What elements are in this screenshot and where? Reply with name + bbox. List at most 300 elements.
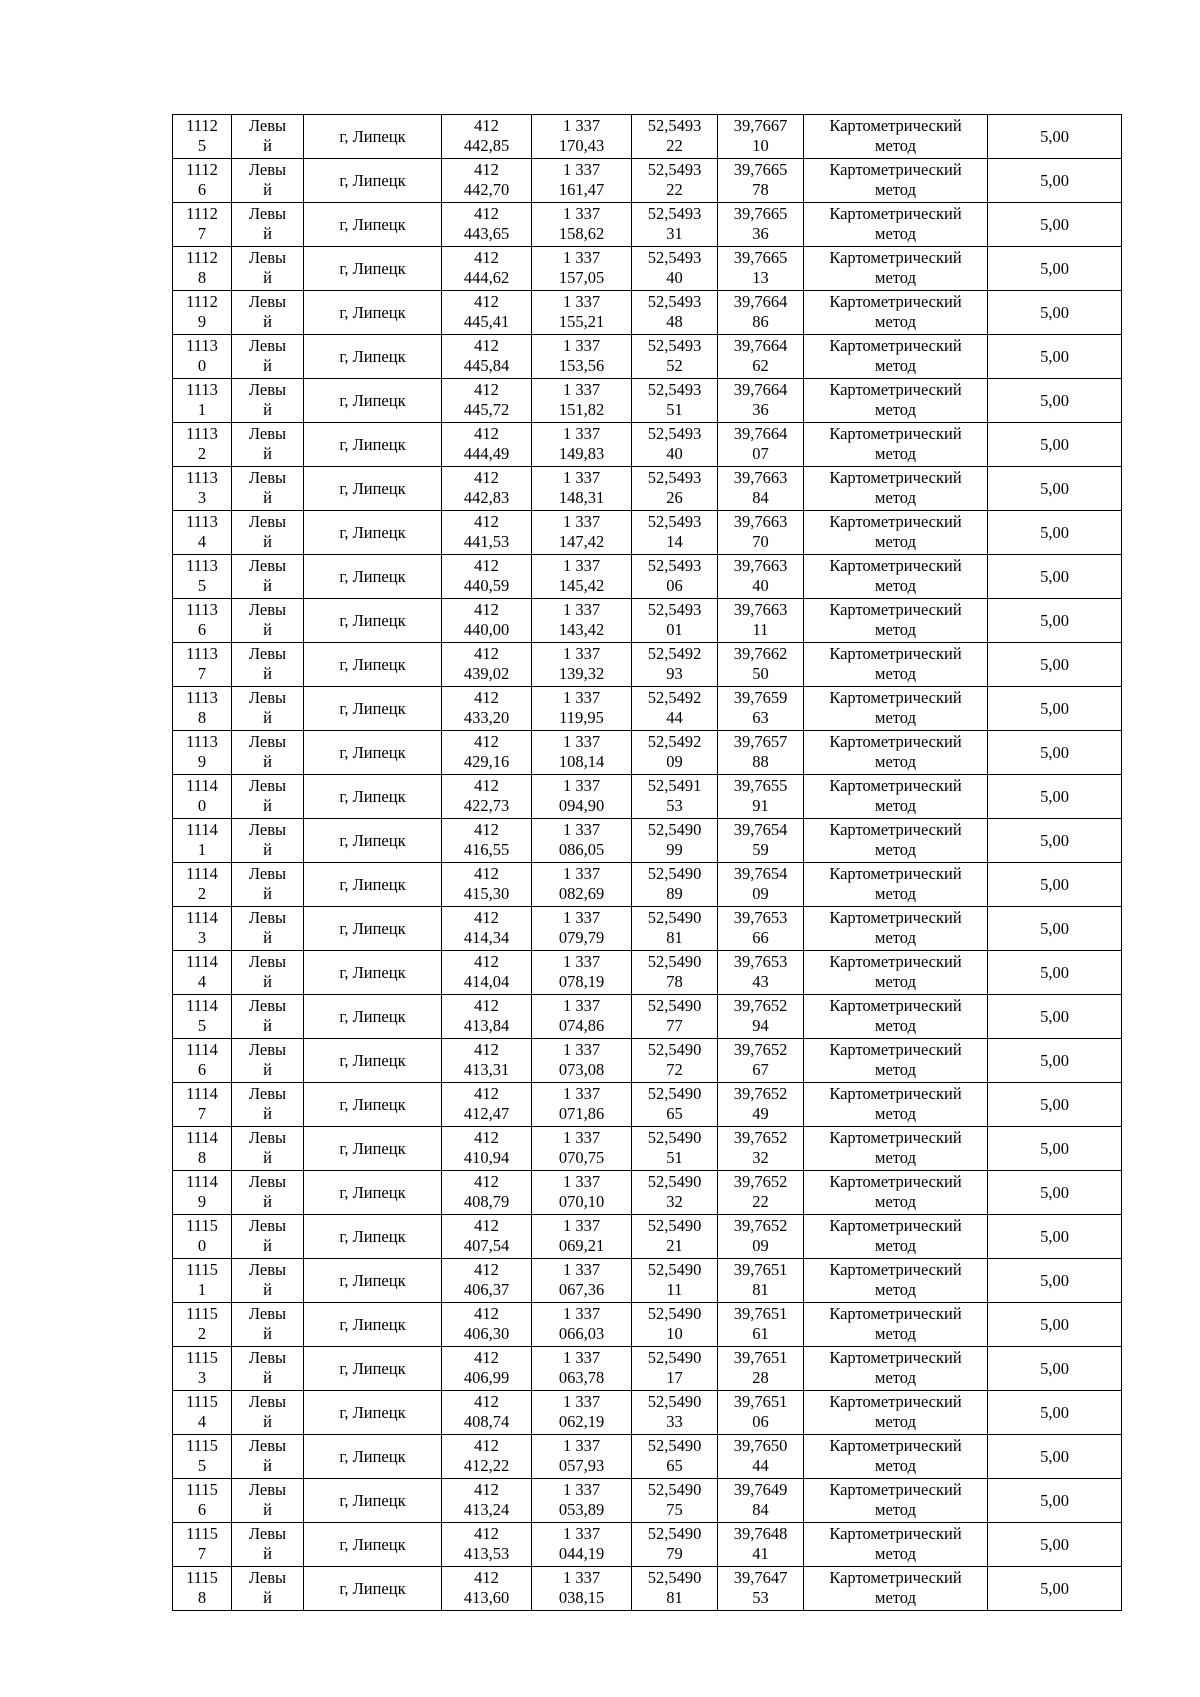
method-line1: Картометрический <box>829 1568 962 1587</box>
bank-side-cell <box>232 1215 304 1259</box>
coord-y-cell <box>532 1259 632 1303</box>
point-number-cell <box>173 1215 232 1259</box>
longitude-cell <box>718 1083 804 1127</box>
coord-y-line2: 069,21 <box>558 1236 605 1255</box>
method-line2: метод <box>875 1324 916 1343</box>
method-line1: Картометрический <box>829 952 962 971</box>
latitude-cell <box>632 1391 718 1435</box>
coord-x-cell <box>442 159 532 203</box>
method-cell <box>804 1523 988 1567</box>
table-row <box>173 1215 1122 1259</box>
latitude-line1: 52,5493 <box>647 512 702 531</box>
point-number-line1: 1112 <box>186 116 218 135</box>
accuracy-cell: 5,00 <box>988 1435 1122 1479</box>
accuracy-cell: 5,00 <box>988 1347 1122 1391</box>
table-row <box>173 1083 1122 1127</box>
method-line2: метод <box>875 1588 916 1607</box>
coord-y-cell <box>532 1171 632 1215</box>
bank-side-line2: й <box>263 312 272 331</box>
latitude-line2: 48 <box>666 312 683 331</box>
latitude-line2: 22 <box>666 180 683 199</box>
latitude-line1: 52,5492 <box>647 732 702 751</box>
method-cell <box>804 687 988 731</box>
method-line2: метод <box>875 312 916 331</box>
latitude-cell <box>632 1347 718 1391</box>
bank-side-line2: й <box>263 972 272 991</box>
accuracy-cell: 5,00 <box>988 907 1122 951</box>
bank-side-line1: Левы <box>248 600 287 619</box>
longitude-cell <box>718 203 804 247</box>
point-number-line2: 5 <box>197 1016 207 1035</box>
coord-x-line1: 412 <box>474 204 499 223</box>
coord-y-line1: 1 337 <box>562 952 601 971</box>
longitude-line1: 39,7649 <box>733 1480 788 1499</box>
bank-side-cell <box>232 159 304 203</box>
longitude-cell <box>718 731 804 775</box>
point-number-cell <box>173 995 232 1039</box>
longitude-line1: 39,7664 <box>733 292 788 311</box>
latitude-line2: 01 <box>666 620 683 639</box>
latitude-line1: 52,5490 <box>647 1480 702 1499</box>
table-row <box>173 1479 1122 1523</box>
bank-side-cell <box>232 731 304 775</box>
bank-side-cell <box>232 247 304 291</box>
coord-y-line2: 079,79 <box>558 928 605 947</box>
accuracy-cell: 5,00 <box>988 819 1122 863</box>
latitude-line1: 52,5490 <box>647 1216 702 1235</box>
coord-y-line1: 1 337 <box>562 424 601 443</box>
point-number-cell <box>173 775 232 819</box>
table-row <box>173 731 1122 775</box>
longitude-cell <box>718 1523 804 1567</box>
method-line1: Картометрический <box>829 820 962 839</box>
coord-y-cell <box>532 907 632 951</box>
point-number-line2: 8 <box>197 1148 207 1167</box>
method-line2: метод <box>875 1368 916 1387</box>
coord-x-line2: 442,83 <box>463 488 510 507</box>
method-cell <box>804 995 988 1039</box>
coord-y-cell <box>532 731 632 775</box>
latitude-cell <box>632 907 718 951</box>
point-number-cell <box>173 1391 232 1435</box>
point-number-cell <box>173 555 232 599</box>
longitude-cell <box>718 1171 804 1215</box>
latitude-line2: 44 <box>666 708 683 727</box>
locality-cell: г, Липецк <box>304 951 442 995</box>
bank-side-line2: й <box>263 796 272 815</box>
latitude-line2: 77 <box>666 1016 683 1035</box>
coord-y-line2: 066,03 <box>558 1324 605 1343</box>
point-number-line2: 6 <box>197 1500 207 1519</box>
coord-y-line2: 145,42 <box>558 576 605 595</box>
point-number-line2: 4 <box>197 532 207 551</box>
bank-side-line1: Левы <box>248 1436 287 1455</box>
point-number-line1: 1114 <box>186 908 218 927</box>
method-line2: метод <box>875 1016 916 1035</box>
longitude-cell <box>718 511 804 555</box>
coord-x-line1: 412 <box>474 336 499 355</box>
coord-y-line1: 1 337 <box>562 292 601 311</box>
longitude-line2: 44 <box>752 1456 769 1475</box>
table-row <box>173 1259 1122 1303</box>
coord-y-line2: 073,08 <box>558 1060 605 1079</box>
coord-x-line1: 412 <box>474 1524 499 1543</box>
latitude-line1: 52,5493 <box>647 600 702 619</box>
coord-y-line2: 070,10 <box>558 1192 605 1211</box>
bank-side-cell <box>232 775 304 819</box>
point-number-line1: 1115 <box>186 1436 218 1455</box>
longitude-line1: 39,7651 <box>733 1260 788 1279</box>
latitude-line2: 06 <box>666 576 683 595</box>
bank-side-line2: й <box>263 488 272 507</box>
locality-cell: г, Липецк <box>304 775 442 819</box>
latitude-line1: 52,5490 <box>647 996 702 1015</box>
latitude-line1: 52,5490 <box>647 1524 702 1543</box>
point-number-line2: 5 <box>197 1456 207 1475</box>
coord-y-cell <box>532 1347 632 1391</box>
accuracy-cell: 5,00 <box>988 379 1122 423</box>
method-line2: метод <box>875 1192 916 1211</box>
coord-y-line2: 108,14 <box>558 752 605 771</box>
locality-cell: г, Липецк <box>304 555 442 599</box>
coord-x-cell <box>442 1303 532 1347</box>
point-number-line1: 1115 <box>186 1480 218 1499</box>
accuracy-cell: 5,00 <box>988 1479 1122 1523</box>
latitude-line1: 52,5492 <box>647 688 702 707</box>
point-number-line2: 8 <box>197 708 207 727</box>
method-line1: Картометрический <box>829 1260 962 1279</box>
coord-x-cell <box>442 819 532 863</box>
coord-x-cell <box>442 1567 532 1611</box>
coord-x-line1: 412 <box>474 644 499 663</box>
coord-x-cell <box>442 203 532 247</box>
method-cell <box>804 819 988 863</box>
coord-y-cell <box>532 1127 632 1171</box>
method-line2: метод <box>875 532 916 551</box>
method-line1: Картометрический <box>829 1040 962 1059</box>
point-number-line2: 1 <box>197 1280 207 1299</box>
bank-side-line1: Левы <box>248 732 287 751</box>
locality-cell: г, Липецк <box>304 1171 442 1215</box>
latitude-cell <box>632 379 718 423</box>
method-line1: Картометрический <box>829 512 962 531</box>
latitude-line1: 52,5490 <box>647 1348 702 1367</box>
locality-cell: г, Липецк <box>304 291 442 335</box>
coord-x-line2: 439,02 <box>463 664 510 683</box>
point-number-cell <box>173 1039 232 1083</box>
coord-x-line1: 412 <box>474 908 499 927</box>
latitude-line2: 51 <box>666 1148 683 1167</box>
longitude-cell <box>718 1479 804 1523</box>
table-row <box>173 379 1122 423</box>
bank-side-line1: Левы <box>248 512 287 531</box>
coord-x-cell <box>442 1215 532 1259</box>
bank-side-line1: Левы <box>248 424 287 443</box>
latitude-cell <box>632 203 718 247</box>
longitude-cell <box>718 291 804 335</box>
coord-x-cell <box>442 335 532 379</box>
latitude-cell <box>632 555 718 599</box>
accuracy-cell: 5,00 <box>988 951 1122 995</box>
longitude-line1: 39,7652 <box>733 1084 788 1103</box>
coord-y-line2: 038,15 <box>558 1588 605 1607</box>
coordinates-table <box>172 114 1122 1611</box>
bank-side-cell <box>232 1127 304 1171</box>
locality-cell: г, Липецк <box>304 467 442 511</box>
coord-x-line2: 440,00 <box>463 620 510 639</box>
method-line1: Картометрический <box>829 600 962 619</box>
latitude-line2: 72 <box>666 1060 683 1079</box>
accuracy-cell: 5,00 <box>988 247 1122 291</box>
point-number-line1: 1113 <box>186 424 218 443</box>
point-number-cell <box>173 203 232 247</box>
point-number-line1: 1115 <box>186 1392 218 1411</box>
longitude-line1: 39,7659 <box>733 688 788 707</box>
latitude-cell <box>632 511 718 555</box>
bank-side-line2: й <box>263 928 272 947</box>
bank-side-cell <box>232 1259 304 1303</box>
latitude-line1: 52,5490 <box>647 1568 702 1587</box>
table-row <box>173 995 1122 1039</box>
coord-y-line2: 147,42 <box>558 532 605 551</box>
longitude-line1: 39,7657 <box>733 732 788 751</box>
coord-y-cell <box>532 291 632 335</box>
coord-y-cell <box>532 467 632 511</box>
point-number-cell <box>173 643 232 687</box>
bank-side-line1: Левы <box>248 952 287 971</box>
coord-x-line2: 413,60 <box>463 1588 510 1607</box>
method-line1: Картометрический <box>829 864 962 883</box>
locality-cell: г, Липецк <box>304 731 442 775</box>
coord-y-line2: 062,19 <box>558 1412 605 1431</box>
longitude-line2: 41 <box>752 1544 769 1563</box>
point-number-cell <box>173 1479 232 1523</box>
latitude-cell <box>632 1127 718 1171</box>
coord-x-line1: 412 <box>474 1392 499 1411</box>
table-row <box>173 115 1122 159</box>
point-number-line2: 9 <box>197 752 207 771</box>
latitude-line1: 52,5490 <box>647 952 702 971</box>
bank-side-line2: й <box>263 1588 272 1607</box>
bank-side-line1: Левы <box>248 1304 287 1323</box>
coord-y-line1: 1 337 <box>562 996 601 1015</box>
longitude-cell <box>718 1347 804 1391</box>
method-line2: метод <box>875 928 916 947</box>
longitude-line2: 78 <box>752 180 769 199</box>
table-body <box>173 115 1122 1611</box>
bank-side-cell <box>232 907 304 951</box>
method-line2: метод <box>875 444 916 463</box>
point-number-cell <box>173 335 232 379</box>
coord-x-line2: 413,31 <box>463 1060 510 1079</box>
longitude-line2: 84 <box>752 1500 769 1519</box>
locality-cell: г, Липецк <box>304 863 442 907</box>
method-line1: Картометрический <box>829 1524 962 1543</box>
method-line1: Картометрический <box>829 556 962 575</box>
point-number-line1: 1112 <box>186 204 218 223</box>
method-line1: Картометрический <box>829 1128 962 1147</box>
longitude-line2: 06 <box>752 1412 769 1431</box>
coord-y-cell <box>532 863 632 907</box>
point-number-cell <box>173 907 232 951</box>
latitude-cell <box>632 643 718 687</box>
coord-x-line1: 412 <box>474 1480 499 1499</box>
longitude-line2: 59 <box>752 840 769 859</box>
latitude-cell <box>632 291 718 335</box>
longitude-cell <box>718 247 804 291</box>
point-number-line1: 1114 <box>186 1172 218 1191</box>
method-line1: Картометрический <box>829 248 962 267</box>
method-cell <box>804 1171 988 1215</box>
table-row <box>173 1039 1122 1083</box>
longitude-cell <box>718 907 804 951</box>
longitude-line1: 39,7651 <box>733 1392 788 1411</box>
longitude-cell <box>718 423 804 467</box>
table-row <box>173 687 1122 731</box>
method-line2: метод <box>875 356 916 375</box>
accuracy-cell: 5,00 <box>988 599 1122 643</box>
bank-side-line1: Левы <box>248 864 287 883</box>
coord-y-line1: 1 337 <box>562 864 601 883</box>
latitude-cell <box>632 1039 718 1083</box>
coord-x-line1: 412 <box>474 160 499 179</box>
point-number-cell <box>173 1523 232 1567</box>
bank-side-line2: й <box>263 180 272 199</box>
longitude-line2: 09 <box>752 884 769 903</box>
bank-side-cell <box>232 423 304 467</box>
coord-y-line1: 1 337 <box>562 1172 601 1191</box>
method-line1: Картометрический <box>829 1216 962 1235</box>
locality-cell: г, Липецк <box>304 1523 442 1567</box>
coord-x-cell <box>442 599 532 643</box>
point-number-line1: 1114 <box>186 996 218 1015</box>
method-cell <box>804 467 988 511</box>
point-number-line1: 1115 <box>186 1568 218 1587</box>
longitude-cell <box>718 1567 804 1611</box>
coord-x-cell <box>442 1259 532 1303</box>
longitude-line1: 39,7650 <box>733 1436 788 1455</box>
bank-side-line1: Левы <box>248 160 287 179</box>
latitude-line2: 89 <box>666 884 683 903</box>
accuracy-cell: 5,00 <box>988 1303 1122 1347</box>
coord-y-line1: 1 337 <box>562 1216 601 1235</box>
latitude-cell <box>632 1479 718 1523</box>
longitude-line2: 07 <box>752 444 769 463</box>
accuracy-cell: 5,00 <box>988 731 1122 775</box>
latitude-line2: 40 <box>666 444 683 463</box>
longitude-line1: 39,7655 <box>733 776 788 795</box>
method-line1: Картометрический <box>829 688 962 707</box>
bank-side-line2: й <box>263 1192 272 1211</box>
latitude-line2: 21 <box>666 1236 683 1255</box>
latitude-cell <box>632 1215 718 1259</box>
bank-side-line1: Левы <box>248 1260 287 1279</box>
coord-x-line1: 412 <box>474 1436 499 1455</box>
bank-side-line1: Левы <box>248 1480 287 1499</box>
coord-y-line2: 148,31 <box>558 488 605 507</box>
point-number-line2: 1 <box>197 400 207 419</box>
coord-y-line2: 161,47 <box>558 180 605 199</box>
bank-side-cell <box>232 951 304 995</box>
longitude-cell <box>718 951 804 995</box>
point-number-cell <box>173 819 232 863</box>
longitude-cell <box>718 995 804 1039</box>
bank-side-line1: Левы <box>248 688 287 707</box>
bank-side-line1: Левы <box>248 1524 287 1543</box>
method-line2: метод <box>875 268 916 287</box>
longitude-line2: 28 <box>752 1368 769 1387</box>
accuracy-cell: 5,00 <box>988 423 1122 467</box>
latitude-line2: 11 <box>666 1280 683 1299</box>
latitude-cell <box>632 1171 718 1215</box>
bank-side-line1: Левы <box>248 336 287 355</box>
latitude-line2: 53 <box>666 796 683 815</box>
latitude-cell <box>632 951 718 995</box>
point-number-line1: 1115 <box>186 1524 218 1543</box>
coord-y-cell <box>532 159 632 203</box>
coord-x-line1: 412 <box>474 1568 499 1587</box>
coord-y-line1: 1 337 <box>562 1480 601 1499</box>
locality-cell: г, Липецк <box>304 1567 442 1611</box>
accuracy-cell: 5,00 <box>988 159 1122 203</box>
coord-y-cell <box>532 687 632 731</box>
longitude-cell <box>718 863 804 907</box>
bank-side-line2: й <box>263 840 272 859</box>
point-number-line2: 9 <box>197 312 207 331</box>
latitude-cell <box>632 731 718 775</box>
point-number-line2: 4 <box>197 1412 207 1431</box>
longitude-cell <box>718 115 804 159</box>
coord-y-line1: 1 337 <box>562 160 601 179</box>
longitude-line2: 81 <box>752 1280 769 1299</box>
coord-x-line1: 412 <box>474 820 499 839</box>
bank-side-line2: й <box>263 1280 272 1299</box>
coord-y-line2: 149,83 <box>558 444 605 463</box>
point-number-line2: 2 <box>197 444 207 463</box>
coord-y-line2: 078,19 <box>558 972 605 991</box>
coord-y-line1: 1 337 <box>562 468 601 487</box>
longitude-line2: 66 <box>752 928 769 947</box>
longitude-cell <box>718 379 804 423</box>
coord-x-cell <box>442 1391 532 1435</box>
bank-side-cell <box>232 1567 304 1611</box>
table-row <box>173 1567 1122 1611</box>
locality-cell: г, Липецк <box>304 1391 442 1435</box>
coord-x-line2: 442,70 <box>463 180 510 199</box>
accuracy-cell: 5,00 <box>988 1215 1122 1259</box>
method-line2: метод <box>875 664 916 683</box>
coord-x-cell <box>442 555 532 599</box>
accuracy-cell: 5,00 <box>988 115 1122 159</box>
bank-side-line2: й <box>263 1324 272 1343</box>
bank-side-line1: Левы <box>248 644 287 663</box>
coord-x-line2: 412,47 <box>463 1104 510 1123</box>
latitude-cell <box>632 775 718 819</box>
point-number-line1: 1114 <box>186 864 218 883</box>
point-number-line1: 1114 <box>186 1128 218 1147</box>
point-number-cell <box>173 379 232 423</box>
latitude-line1: 52,5491 <box>647 776 702 795</box>
coord-y-cell <box>532 511 632 555</box>
coord-x-line1: 412 <box>474 1128 499 1147</box>
longitude-cell <box>718 467 804 511</box>
bank-side-line2: й <box>263 1060 272 1079</box>
coord-x-line2: 429,16 <box>463 752 510 771</box>
bank-side-line1: Левы <box>248 116 287 135</box>
bank-side-cell <box>232 379 304 423</box>
table-row <box>173 423 1122 467</box>
latitude-line2: 32 <box>666 1192 683 1211</box>
